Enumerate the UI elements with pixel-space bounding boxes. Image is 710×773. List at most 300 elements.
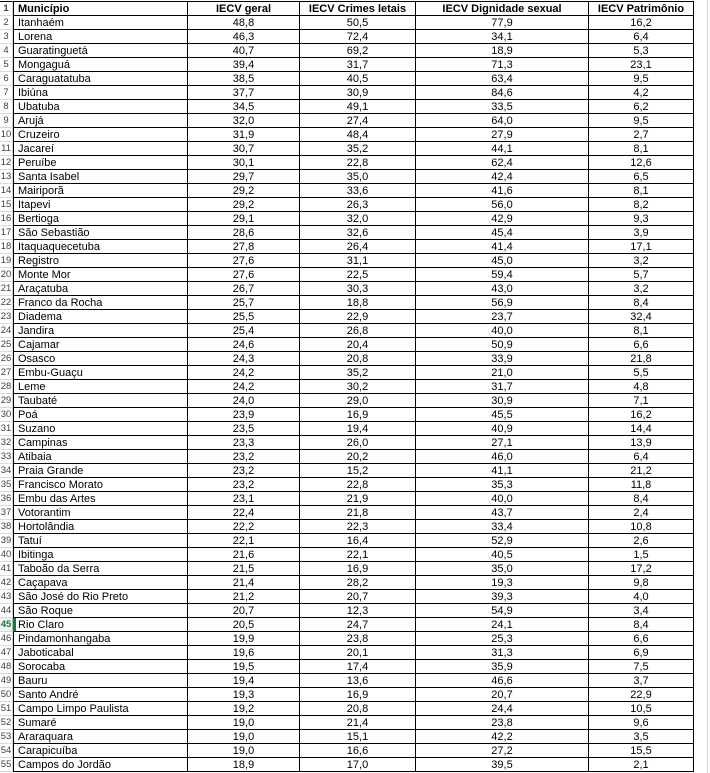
cell-iecv-dignidade-sexual[interactable]: 77,9	[416, 16, 589, 30]
row-number[interactable]: 36	[0, 492, 13, 506]
cell-municipio[interactable]: Ibiúna	[13, 86, 188, 100]
column-header-iecv-dignidade-sexual[interactable]: IECV Dignidade sexual	[416, 1, 589, 16]
cell-iecv-crimes-letais[interactable]: 30,2	[300, 380, 416, 394]
cell-iecv-patrimonio[interactable]: 12,6	[589, 156, 694, 170]
cell-municipio[interactable]: Cajamar	[13, 338, 188, 352]
cell-iecv-dignidade-sexual[interactable]: 39,3	[416, 590, 589, 604]
cell-iecv-geral[interactable]: 29,1	[188, 212, 300, 226]
cell-municipio[interactable]: Jaboticabal	[13, 646, 188, 660]
cell-iecv-dignidade-sexual[interactable]: 20,7	[416, 688, 589, 702]
cell-municipio[interactable]: São Sebastião	[13, 226, 188, 240]
cell-iecv-crimes-letais[interactable]: 20,4	[300, 338, 416, 352]
cell-municipio[interactable]: Araraquara	[13, 730, 188, 744]
cell-iecv-crimes-letais[interactable]: 22,5	[300, 268, 416, 282]
cell-iecv-patrimonio[interactable]: 32,4	[589, 310, 694, 324]
cell-iecv-patrimonio[interactable]: 11,8	[589, 478, 694, 492]
cell-iecv-dignidade-sexual[interactable]: 59,4	[416, 268, 589, 282]
cell-iecv-crimes-letais[interactable]: 26,0	[300, 436, 416, 450]
cell-iecv-geral[interactable]: 24,3	[188, 352, 300, 366]
cell-iecv-patrimonio[interactable]: 8,4	[589, 618, 694, 632]
row-number[interactable]: 21	[0, 282, 13, 296]
row-number[interactable]: 7	[0, 86, 13, 100]
cell-iecv-crimes-letais[interactable]: 22,3	[300, 520, 416, 534]
cell-iecv-patrimonio[interactable]: 17,1	[589, 240, 694, 254]
cell-iecv-patrimonio[interactable]: 3,5	[589, 730, 694, 744]
cell-iecv-geral[interactable]: 27,6	[188, 268, 300, 282]
cell-iecv-geral[interactable]: 25,7	[188, 296, 300, 310]
row-number[interactable]: 16	[0, 212, 13, 226]
cell-iecv-dignidade-sexual[interactable]: 35,0	[416, 562, 589, 576]
cell-iecv-crimes-letais[interactable]: 20,1	[300, 646, 416, 660]
cell-iecv-geral[interactable]: 27,8	[188, 240, 300, 254]
cell-iecv-geral[interactable]: 32,0	[188, 114, 300, 128]
cell-municipio[interactable]: Araçatuba	[13, 282, 188, 296]
cell-iecv-crimes-letais[interactable]: 19,4	[300, 422, 416, 436]
cell-iecv-dignidade-sexual[interactable]: 31,7	[416, 380, 589, 394]
cell-iecv-geral[interactable]: 18,9	[188, 758, 300, 772]
cell-iecv-dignidade-sexual[interactable]: 23,7	[416, 310, 589, 324]
cell-iecv-patrimonio[interactable]: 5,3	[589, 44, 694, 58]
cell-iecv-dignidade-sexual[interactable]: 41,6	[416, 184, 589, 198]
cell-iecv-dignidade-sexual[interactable]: 45,4	[416, 226, 589, 240]
cell-municipio[interactable]: Itanhaém	[13, 16, 188, 30]
row-number[interactable]: 37	[0, 506, 13, 520]
cell-iecv-patrimonio[interactable]: 16,2	[589, 16, 694, 30]
cell-iecv-geral[interactable]: 23,9	[188, 408, 300, 422]
row-number[interactable]: 4	[0, 44, 13, 58]
cell-iecv-dignidade-sexual[interactable]: 52,9	[416, 534, 589, 548]
cell-iecv-geral[interactable]: 19,6	[188, 646, 300, 660]
cell-iecv-patrimonio[interactable]: 9,3	[589, 212, 694, 226]
row-number[interactable]: 48	[0, 660, 13, 674]
cell-iecv-crimes-letais[interactable]: 21,9	[300, 492, 416, 506]
cell-municipio[interactable]: Atibaia	[13, 450, 188, 464]
row-number[interactable]: 9	[0, 114, 13, 128]
cell-iecv-dignidade-sexual[interactable]: 56,9	[416, 296, 589, 310]
cell-iecv-dignidade-sexual[interactable]: 42,4	[416, 170, 589, 184]
cell-iecv-crimes-letais[interactable]: 72,4	[300, 30, 416, 44]
cell-iecv-geral[interactable]: 37,7	[188, 86, 300, 100]
cell-iecv-geral[interactable]: 19,0	[188, 744, 300, 758]
cell-municipio[interactable]: Poá	[13, 408, 188, 422]
row-number[interactable]: 32	[0, 436, 13, 450]
cell-iecv-geral[interactable]: 23,5	[188, 422, 300, 436]
cell-municipio[interactable]: Campo Limpo Paulista	[13, 702, 188, 716]
cell-iecv-crimes-letais[interactable]: 16,9	[300, 688, 416, 702]
cell-iecv-geral[interactable]: 23,1	[188, 492, 300, 506]
cell-iecv-patrimonio[interactable]: 8,4	[589, 492, 694, 506]
cell-iecv-dignidade-sexual[interactable]: 42,2	[416, 730, 589, 744]
cell-iecv-geral[interactable]: 23,2	[188, 450, 300, 464]
cell-iecv-patrimonio[interactable]: 6,2	[589, 100, 694, 114]
cell-iecv-patrimonio[interactable]: 10,8	[589, 520, 694, 534]
cell-municipio[interactable]: Cruzeiro	[13, 128, 188, 142]
cell-municipio[interactable]: Embu das Artes	[13, 492, 188, 506]
cell-iecv-crimes-letais[interactable]: 35,2	[300, 142, 416, 156]
cell-iecv-crimes-letais[interactable]: 22,8	[300, 478, 416, 492]
cell-municipio[interactable]: Taubaté	[13, 394, 188, 408]
cell-iecv-dignidade-sexual[interactable]: 43,0	[416, 282, 589, 296]
cell-municipio[interactable]: Carapicuíba	[13, 744, 188, 758]
cell-iecv-geral[interactable]: 31,9	[188, 128, 300, 142]
cell-iecv-patrimonio[interactable]: 4,8	[589, 380, 694, 394]
row-number[interactable]: 8	[0, 100, 13, 114]
cell-iecv-geral[interactable]: 22,2	[188, 520, 300, 534]
cell-iecv-dignidade-sexual[interactable]: 41,4	[416, 240, 589, 254]
cell-iecv-patrimonio[interactable]: 9,8	[589, 576, 694, 590]
column-header-iecv-geral[interactable]: IECV geral	[188, 1, 300, 16]
cell-iecv-crimes-letais[interactable]: 15,1	[300, 730, 416, 744]
cell-iecv-dignidade-sexual[interactable]: 23,8	[416, 716, 589, 730]
cell-iecv-dignidade-sexual[interactable]: 27,2	[416, 744, 589, 758]
cell-iecv-geral[interactable]: 27,6	[188, 254, 300, 268]
cell-iecv-geral[interactable]: 24,2	[188, 380, 300, 394]
cell-iecv-crimes-letais[interactable]: 32,6	[300, 226, 416, 240]
column-header-iecv-crimes-letais[interactable]: IECV Crimes letais	[300, 1, 416, 16]
cell-municipio[interactable]: São José do Rio Preto	[13, 590, 188, 604]
cell-iecv-dignidade-sexual[interactable]: 46,0	[416, 450, 589, 464]
cell-iecv-geral[interactable]: 38,5	[188, 72, 300, 86]
cell-iecv-patrimonio[interactable]: 21,2	[589, 464, 694, 478]
cell-iecv-dignidade-sexual[interactable]: 35,3	[416, 478, 589, 492]
cell-iecv-crimes-letais[interactable]: 40,5	[300, 72, 416, 86]
cell-iecv-patrimonio[interactable]: 2,6	[589, 534, 694, 548]
cell-municipio[interactable]: Arujá	[13, 114, 188, 128]
cell-municipio[interactable]: Itapevi	[13, 198, 188, 212]
cell-iecv-dignidade-sexual[interactable]: 18,9	[416, 44, 589, 58]
cell-iecv-crimes-letais[interactable]: 29,0	[300, 394, 416, 408]
row-number[interactable]: 35	[0, 478, 13, 492]
cell-municipio[interactable]: Mairiporã	[13, 184, 188, 198]
cell-iecv-patrimonio[interactable]: 17,2	[589, 562, 694, 576]
cell-municipio[interactable]: Sumaré	[13, 716, 188, 730]
cell-municipio[interactable]: Votorantim	[13, 506, 188, 520]
cell-municipio[interactable]: Hortolândia	[13, 520, 188, 534]
cell-iecv-dignidade-sexual[interactable]: 33,4	[416, 520, 589, 534]
cell-iecv-geral[interactable]: 29,2	[188, 198, 300, 212]
row-number[interactable]: 50	[0, 688, 13, 702]
cell-iecv-patrimonio[interactable]: 21,8	[589, 352, 694, 366]
cell-iecv-crimes-letais[interactable]: 28,2	[300, 576, 416, 590]
cell-municipio[interactable]: Guaratinguetá	[13, 44, 188, 58]
cell-iecv-patrimonio[interactable]: 10,5	[589, 702, 694, 716]
cell-iecv-geral[interactable]: 24,2	[188, 366, 300, 380]
cell-municipio[interactable]: Santa Isabel	[13, 170, 188, 184]
cell-iecv-geral[interactable]: 46,3	[188, 30, 300, 44]
row-number[interactable]: 10	[0, 128, 13, 142]
row-number[interactable]: 38	[0, 520, 13, 534]
cell-iecv-dignidade-sexual[interactable]: 63,4	[416, 72, 589, 86]
cell-municipio[interactable]: Ubatuba	[13, 100, 188, 114]
cell-iecv-patrimonio[interactable]: 6,6	[589, 632, 694, 646]
cell-iecv-crimes-letais[interactable]: 20,2	[300, 450, 416, 464]
cell-iecv-crimes-letais[interactable]: 18,8	[300, 296, 416, 310]
cell-municipio[interactable]: Tatuí	[13, 534, 188, 548]
cell-iecv-dignidade-sexual[interactable]: 24,1	[416, 618, 589, 632]
cell-iecv-dignidade-sexual[interactable]: 42,9	[416, 212, 589, 226]
cell-iecv-geral[interactable]: 20,7	[188, 604, 300, 618]
cell-iecv-patrimonio[interactable]: 6,4	[589, 450, 694, 464]
cell-iecv-dignidade-sexual[interactable]: 40,5	[416, 548, 589, 562]
cell-iecv-crimes-letais[interactable]: 22,8	[300, 156, 416, 170]
cell-iecv-patrimonio[interactable]: 6,9	[589, 646, 694, 660]
cell-municipio[interactable]: Peruíbe	[13, 156, 188, 170]
cell-iecv-patrimonio[interactable]: 4,0	[589, 590, 694, 604]
cell-iecv-geral[interactable]: 25,5	[188, 310, 300, 324]
cell-municipio[interactable]: Diadema	[13, 310, 188, 324]
cell-municipio[interactable]: Leme	[13, 380, 188, 394]
row-number[interactable]: 43	[0, 590, 13, 604]
cell-municipio[interactable]: Campos do Jordão	[13, 758, 188, 772]
cell-iecv-dignidade-sexual[interactable]: 33,5	[416, 100, 589, 114]
cell-iecv-crimes-letais[interactable]: 20,8	[300, 702, 416, 716]
cell-iecv-geral[interactable]: 19,0	[188, 730, 300, 744]
cell-iecv-dignidade-sexual[interactable]: 25,3	[416, 632, 589, 646]
cell-iecv-crimes-letais[interactable]: 16,9	[300, 562, 416, 576]
cell-municipio[interactable]: Suzano	[13, 422, 188, 436]
cell-iecv-crimes-letais[interactable]: 50,5	[300, 16, 416, 30]
cell-municipio[interactable]: Praia Grande	[13, 464, 188, 478]
cell-iecv-patrimonio[interactable]: 7,5	[589, 660, 694, 674]
cell-iecv-dignidade-sexual[interactable]: 45,5	[416, 408, 589, 422]
cell-iecv-patrimonio[interactable]: 4,2	[589, 86, 694, 100]
cell-iecv-patrimonio[interactable]: 9,6	[589, 716, 694, 730]
cell-iecv-patrimonio[interactable]: 8,1	[589, 142, 694, 156]
cell-iecv-dignidade-sexual[interactable]: 19,3	[416, 576, 589, 590]
row-number[interactable]: 29	[0, 394, 13, 408]
cell-iecv-crimes-letais[interactable]: 17,0	[300, 758, 416, 772]
cell-iecv-patrimonio[interactable]: 8,1	[589, 324, 694, 338]
cell-iecv-crimes-letais[interactable]: 35,0	[300, 170, 416, 184]
cell-iecv-crimes-letais[interactable]: 30,9	[300, 86, 416, 100]
cell-iecv-dignidade-sexual[interactable]: 40,0	[416, 492, 589, 506]
cell-iecv-patrimonio[interactable]: 15,5	[589, 744, 694, 758]
cell-iecv-geral[interactable]: 30,1	[188, 156, 300, 170]
cell-iecv-geral[interactable]: 20,5	[188, 618, 300, 632]
cell-municipio[interactable]: Santo André	[13, 688, 188, 702]
cell-iecv-geral[interactable]: 34,5	[188, 100, 300, 114]
cell-iecv-patrimonio[interactable]: 3,9	[589, 226, 694, 240]
cell-municipio[interactable]: Jandira	[13, 324, 188, 338]
cell-iecv-geral[interactable]: 21,4	[188, 576, 300, 590]
cell-iecv-geral[interactable]: 29,7	[188, 170, 300, 184]
cell-iecv-geral[interactable]: 19,9	[188, 632, 300, 646]
cell-iecv-dignidade-sexual[interactable]: 50,9	[416, 338, 589, 352]
cell-iecv-dignidade-sexual[interactable]: 21,0	[416, 366, 589, 380]
cell-iecv-geral[interactable]: 21,5	[188, 562, 300, 576]
row-number[interactable]: 53	[0, 730, 13, 744]
column-header-iecv-patrimonio[interactable]: IECV Patrimônio	[589, 1, 694, 16]
cell-iecv-dignidade-sexual[interactable]: 33,9	[416, 352, 589, 366]
row-number[interactable]: 27	[0, 366, 13, 380]
row-number[interactable]: 34	[0, 464, 13, 478]
cell-iecv-dignidade-sexual[interactable]: 31,3	[416, 646, 589, 660]
cell-municipio[interactable]: Francisco Morato	[13, 478, 188, 492]
row-number[interactable]: 13	[0, 170, 13, 184]
cell-iecv-patrimonio[interactable]: 3,2	[589, 254, 694, 268]
cell-iecv-crimes-letais[interactable]: 27,4	[300, 114, 416, 128]
cell-iecv-crimes-letais[interactable]: 13,6	[300, 674, 416, 688]
cell-iecv-dignidade-sexual[interactable]: 64,0	[416, 114, 589, 128]
cell-iecv-geral[interactable]: 28,6	[188, 226, 300, 240]
cell-iecv-dignidade-sexual[interactable]: 44,1	[416, 142, 589, 156]
cell-iecv-dignidade-sexual[interactable]: 71,3	[416, 58, 589, 72]
cell-municipio[interactable]: Embu-Guaçu	[13, 366, 188, 380]
cell-iecv-geral[interactable]: 22,1	[188, 534, 300, 548]
cell-iecv-patrimonio[interactable]: 13,9	[589, 436, 694, 450]
cell-iecv-dignidade-sexual[interactable]: 62,4	[416, 156, 589, 170]
cell-iecv-dignidade-sexual[interactable]: 34,1	[416, 30, 589, 44]
cell-iecv-crimes-letais[interactable]: 21,4	[300, 716, 416, 730]
row-number[interactable]: 1	[0, 1, 13, 16]
cell-iecv-crimes-letais[interactable]: 26,8	[300, 324, 416, 338]
cell-iecv-patrimonio[interactable]: 2,1	[589, 758, 694, 772]
cell-iecv-crimes-letais[interactable]: 48,4	[300, 128, 416, 142]
cell-iecv-patrimonio[interactable]: 6,5	[589, 170, 694, 184]
cell-iecv-patrimonio[interactable]: 3,4	[589, 604, 694, 618]
row-number[interactable]: 55	[0, 758, 13, 772]
cell-iecv-geral[interactable]: 23,2	[188, 464, 300, 478]
cell-iecv-crimes-letais[interactable]: 33,6	[300, 184, 416, 198]
row-number[interactable]: 44	[0, 604, 13, 618]
cell-iecv-patrimonio[interactable]: 5,7	[589, 268, 694, 282]
cell-iecv-crimes-letais[interactable]: 31,7	[300, 58, 416, 72]
cell-iecv-dignidade-sexual[interactable]: 35,9	[416, 660, 589, 674]
cell-iecv-patrimonio[interactable]: 8,1	[589, 184, 694, 198]
cell-iecv-geral[interactable]: 29,2	[188, 184, 300, 198]
row-number[interactable]: 19	[0, 254, 13, 268]
cell-municipio[interactable]: Franco da Rocha	[13, 296, 188, 310]
cell-iecv-crimes-letais[interactable]: 24,7	[300, 618, 416, 632]
row-number[interactable]: 46	[0, 632, 13, 646]
cell-municipio[interactable]: Caraguatatuba	[13, 72, 188, 86]
cell-iecv-geral[interactable]: 22,4	[188, 506, 300, 520]
cell-iecv-patrimonio[interactable]: 8,2	[589, 198, 694, 212]
cell-municipio[interactable]: Bauru	[13, 674, 188, 688]
cell-iecv-geral[interactable]: 19,4	[188, 674, 300, 688]
cell-iecv-crimes-letais[interactable]: 16,4	[300, 534, 416, 548]
cell-iecv-crimes-letais[interactable]: 32,0	[300, 212, 416, 226]
cell-municipio[interactable]: Jacareí	[13, 142, 188, 156]
cell-municipio[interactable]: Mongaguá	[13, 58, 188, 72]
row-number[interactable]: 3	[0, 30, 13, 44]
cell-iecv-crimes-letais[interactable]: 16,6	[300, 744, 416, 758]
cell-iecv-dignidade-sexual[interactable]: 45,0	[416, 254, 589, 268]
cell-iecv-geral[interactable]: 25,4	[188, 324, 300, 338]
cell-iecv-dignidade-sexual[interactable]: 41,1	[416, 464, 589, 478]
cell-municipio[interactable]: Rio Claro	[13, 618, 188, 632]
cell-iecv-geral[interactable]: 19,3	[188, 688, 300, 702]
cell-iecv-crimes-letais[interactable]: 69,2	[300, 44, 416, 58]
row-number[interactable]: 20	[0, 268, 13, 282]
cell-iecv-geral[interactable]: 48,8	[188, 16, 300, 30]
row-number[interactable]: 12	[0, 156, 13, 170]
cell-iecv-crimes-letais[interactable]: 17,4	[300, 660, 416, 674]
cell-iecv-dignidade-sexual[interactable]: 46,6	[416, 674, 589, 688]
cell-iecv-dignidade-sexual[interactable]: 40,0	[416, 324, 589, 338]
cell-municipio[interactable]: Registro	[13, 254, 188, 268]
row-number[interactable]: 51	[0, 702, 13, 716]
cell-iecv-crimes-letais[interactable]: 12,3	[300, 604, 416, 618]
cell-iecv-patrimonio[interactable]: 6,6	[589, 338, 694, 352]
cell-iecv-crimes-letais[interactable]: 49,1	[300, 100, 416, 114]
cell-iecv-patrimonio[interactable]: 14,4	[589, 422, 694, 436]
row-number[interactable]: 23	[0, 310, 13, 324]
cell-iecv-crimes-letais[interactable]: 35,2	[300, 366, 416, 380]
cell-iecv-crimes-letais[interactable]: 23,8	[300, 632, 416, 646]
cell-iecv-dignidade-sexual[interactable]: 43,7	[416, 506, 589, 520]
cell-iecv-patrimonio[interactable]: 5,5	[589, 366, 694, 380]
row-number[interactable]: 49	[0, 674, 13, 688]
cell-iecv-patrimonio[interactable]: 2,4	[589, 506, 694, 520]
cell-iecv-patrimonio[interactable]: 7,1	[589, 394, 694, 408]
cell-iecv-patrimonio[interactable]: 16,2	[589, 408, 694, 422]
cell-municipio[interactable]: Itaquaquecetuba	[13, 240, 188, 254]
row-number[interactable]: 39	[0, 534, 13, 548]
cell-municipio[interactable]: Pindamonhangaba	[13, 632, 188, 646]
cell-iecv-crimes-letais[interactable]: 22,1	[300, 548, 416, 562]
row-number[interactable]: 25	[0, 338, 13, 352]
cell-iecv-dignidade-sexual[interactable]: 27,9	[416, 128, 589, 142]
cell-municipio[interactable]: São Roque	[13, 604, 188, 618]
row-number[interactable]: 54	[0, 744, 13, 758]
cell-iecv-geral[interactable]: 40,7	[188, 44, 300, 58]
cell-iecv-crimes-letais[interactable]: 30,3	[300, 282, 416, 296]
cell-iecv-patrimonio[interactable]: 6,4	[589, 30, 694, 44]
cell-municipio[interactable]: Caçapava	[13, 576, 188, 590]
row-number[interactable]: 14	[0, 184, 13, 198]
cell-iecv-dignidade-sexual[interactable]: 54,9	[416, 604, 589, 618]
row-number[interactable]: 18	[0, 240, 13, 254]
row-number[interactable]: 11	[0, 142, 13, 156]
row-number[interactable]: 26	[0, 352, 13, 366]
cell-iecv-geral[interactable]: 23,3	[188, 436, 300, 450]
row-number[interactable]: 47	[0, 646, 13, 660]
cell-iecv-dignidade-sexual[interactable]: 84,6	[416, 86, 589, 100]
cell-iecv-geral[interactable]: 39,4	[188, 58, 300, 72]
cell-iecv-patrimonio[interactable]: 23,1	[589, 58, 694, 72]
cell-iecv-patrimonio[interactable]: 3,7	[589, 674, 694, 688]
row-number[interactable]: 45	[0, 618, 13, 632]
cell-municipio[interactable]: Bertioga	[13, 212, 188, 226]
row-number[interactable]: 41	[0, 562, 13, 576]
row-number[interactable]: 28	[0, 380, 13, 394]
cell-iecv-crimes-letais[interactable]: 31,1	[300, 254, 416, 268]
cell-iecv-patrimonio[interactable]: 22,9	[589, 688, 694, 702]
cell-iecv-geral[interactable]: 24,6	[188, 338, 300, 352]
cell-iecv-crimes-letais[interactable]: 15,2	[300, 464, 416, 478]
cell-municipio[interactable]: Taboão da Serra	[13, 562, 188, 576]
cell-iecv-dignidade-sexual[interactable]: 56,0	[416, 198, 589, 212]
cell-iecv-dignidade-sexual[interactable]: 24,4	[416, 702, 589, 716]
row-number[interactable]: 52	[0, 716, 13, 730]
row-number[interactable]: 17	[0, 226, 13, 240]
cell-iecv-crimes-letais[interactable]: 22,9	[300, 310, 416, 324]
cell-iecv-patrimonio[interactable]: 1,5	[589, 548, 694, 562]
row-number[interactable]: 30	[0, 408, 13, 422]
cell-iecv-dignidade-sexual[interactable]: 40,9	[416, 422, 589, 436]
cell-iecv-geral[interactable]: 24,0	[188, 394, 300, 408]
row-number[interactable]: 42	[0, 576, 13, 590]
cell-municipio[interactable]: Osasco	[13, 352, 188, 366]
cell-municipio[interactable]: Sorocaba	[13, 660, 188, 674]
cell-iecv-geral[interactable]: 19,0	[188, 716, 300, 730]
row-number[interactable]: 40	[0, 548, 13, 562]
cell-iecv-dignidade-sexual[interactable]: 39,5	[416, 758, 589, 772]
column-header-municipio[interactable]: Município	[13, 1, 188, 16]
cell-iecv-patrimonio[interactable]: 8,4	[589, 296, 694, 310]
cell-municipio[interactable]: Lorena	[13, 30, 188, 44]
